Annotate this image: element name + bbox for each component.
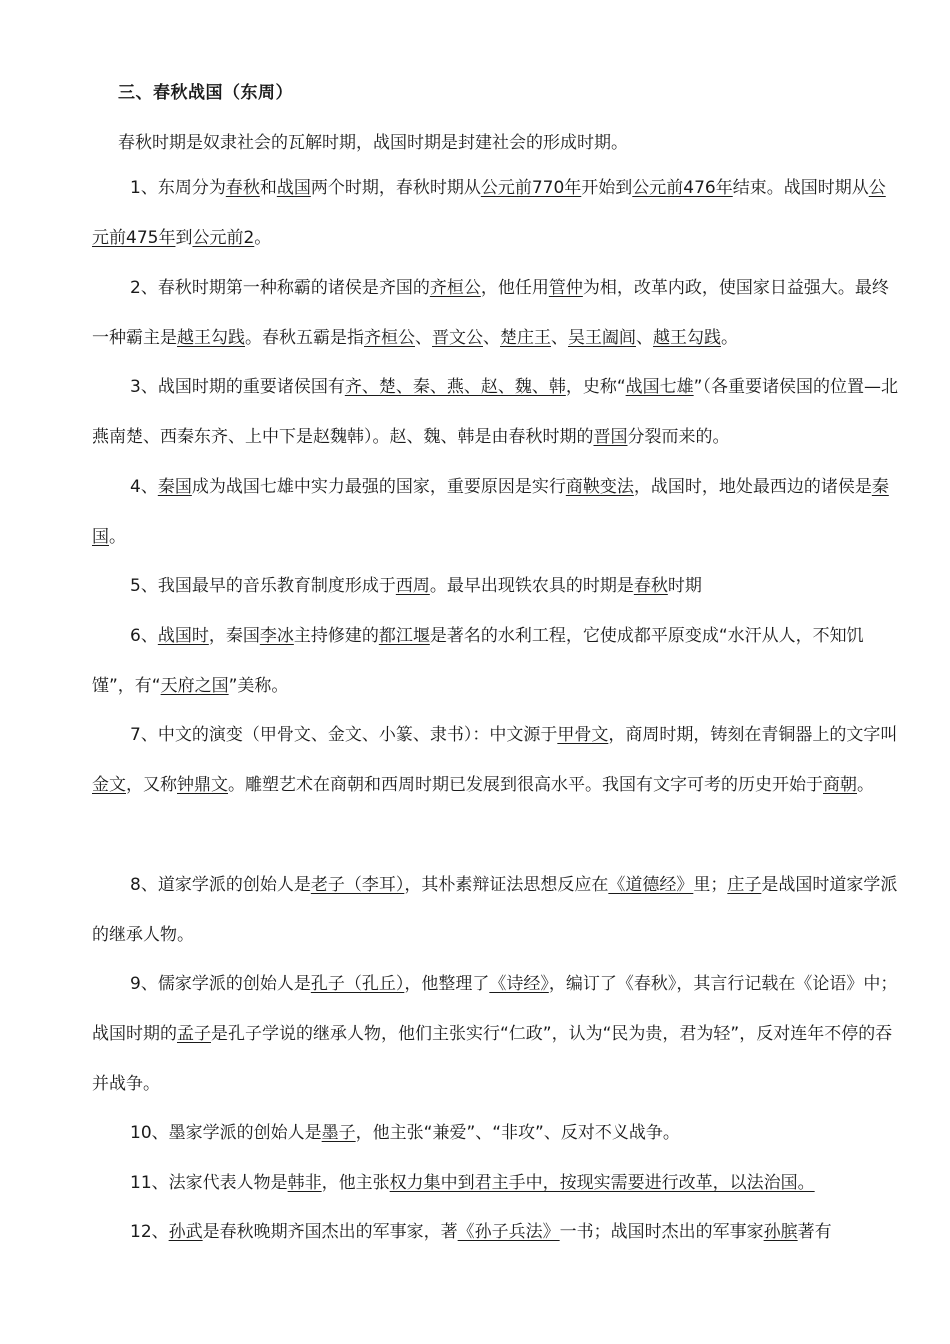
underlined-answer: 公元前2 — [192, 228, 255, 248]
underlined-answer: 晋文公 — [432, 328, 483, 348]
underlined-answer: 天府之国 — [160, 676, 229, 696]
text-run: 、 — [415, 328, 432, 348]
text-run: ，他任用 — [480, 278, 549, 298]
text-run: ，编订了《春秋》，其言行记载在《论语》中；战国时期的 — [92, 974, 898, 1044]
underlined-answer: 庄子 — [727, 875, 762, 895]
item-1 — [92, 163, 902, 263]
underlined-answer: 公元前770年 — [480, 178, 582, 198]
underlined-answer: 晋国 — [593, 427, 628, 447]
text-run: 。 — [721, 328, 738, 348]
text-run: 12、 — [130, 1222, 169, 1242]
underlined-answer: 甲骨文 — [557, 725, 609, 745]
item-12 — [92, 1207, 902, 1257]
underlined-answer: 越王勾践 — [653, 328, 721, 348]
text-run: ，其朴素辩证法思想反应在 — [404, 875, 609, 895]
text-run: 。 — [109, 527, 126, 547]
text-run: 10、墨家学派的创始人是 — [130, 1123, 322, 1143]
text-run: 3、战国时期的重要诸侯国有 — [130, 377, 345, 397]
underlined-answer: 秦国 — [92, 477, 889, 547]
underlined-answer: 孔子（孔丘） — [310, 974, 405, 994]
item-5 — [92, 561, 902, 611]
text-run: 两个时期，春秋时期从 — [310, 178, 481, 198]
text-run: 4、 — [130, 477, 158, 497]
text-run: 。春秋五霸是指 — [245, 328, 364, 348]
text-run: 成为战国七雄中实力最强的国家，重要原因是实行 — [191, 477, 566, 497]
underlined-answer: 老子（李耳） — [310, 875, 405, 895]
text-run: ，史称“ — [565, 377, 626, 397]
text-run: 。最早出现铁农具的时期是 — [429, 576, 634, 596]
text-run: 是孔子学说的继承人物，他们主张实行“仁政”，认为“民为贵，君为轻”，反对连年不停的吞并战争。 — [92, 1024, 893, 1094]
item-10 — [92, 1108, 902, 1158]
underlined-answer: 秦国 — [157, 477, 192, 497]
text-run: 、 — [636, 328, 653, 348]
underlined-answer: 齐桓公 — [429, 278, 481, 298]
text-run: 7、中文的演变（甲骨文、金文、小篆、隶书）：中文源于 — [130, 725, 558, 745]
underlined-answer: 春秋 — [633, 576, 668, 596]
underlined-answer: 战国时 — [157, 626, 209, 646]
text-run: ”美称。 — [228, 676, 289, 696]
underlined-answer: 墨子 — [321, 1123, 356, 1143]
text-run: 。雕塑艺术在商朝和西周时期已发展到很高水平。我国有文字可考的历史开始于 — [228, 775, 823, 795]
text-run: 、 — [551, 328, 568, 348]
underlined-answer: 权力集中到君主手中，按现实需要进行改革，以法治国。 — [389, 1173, 815, 1193]
text-run: ，秦国 — [208, 626, 260, 646]
text-run: 著有 — [797, 1222, 832, 1242]
text-run: 分裂而来的。 — [627, 427, 730, 447]
section-heading: 三、春秋战国（东周） — [118, 83, 293, 103]
underlined-answer: 孟子 — [177, 1024, 211, 1044]
text-run: 9、儒家学派的创始人是 — [130, 974, 311, 994]
underlined-answer: 管仲 — [548, 278, 583, 298]
text-run: 。 — [857, 775, 874, 795]
item-3 — [92, 362, 902, 462]
text-run: ，他主张 — [321, 1173, 390, 1193]
underlined-answer: 《诗经》 — [489, 974, 549, 994]
text-run: 开始到 — [581, 178, 633, 198]
underlined-answer: 齐桓公 — [364, 328, 415, 348]
underlined-answer: 楚庄王 — [500, 328, 551, 348]
underlined-answer: 公元前475年 — [92, 178, 886, 248]
underlined-answer: 越王勾践 — [177, 328, 245, 348]
underlined-answer: 《道德经》 — [608, 875, 694, 895]
text-run: 结束。战国时期从 — [732, 178, 869, 198]
underlined-answer: 李冰 — [259, 626, 294, 646]
text-run: 是春秋晚期齐国杰出的军事家，著 — [202, 1222, 458, 1242]
text-run: ”（各重要诸侯国的位置—北燕南楚、西秦东齐、上中下是赵魏韩）。赵、魏、韩是由春秋时期的 — [92, 377, 898, 447]
underlined-answer: 孙武 — [168, 1222, 203, 1242]
text-run: 1、东周分为 — [130, 178, 226, 198]
text-run: ，战国时，地处最西边的诸侯是 — [633, 477, 872, 497]
item-2 — [92, 263, 902, 363]
text-run: 。 — [254, 228, 272, 248]
underlined-answer: 吴王阖闾 — [568, 328, 636, 348]
underlined-answer: 孙膑 — [763, 1222, 798, 1242]
underlined-answer: 公元前476年 — [632, 178, 733, 198]
underlined-answer: 齐、楚、秦、燕、赵、魏、韩 — [344, 377, 566, 397]
item-9 — [92, 959, 902, 1109]
text-run: ，他整理了 — [404, 974, 490, 994]
text-run: 时期 — [667, 576, 702, 596]
text-run: 5、我国最早的音乐教育制度形成于 — [130, 576, 396, 596]
text-run: 到 — [175, 228, 193, 248]
text-run: 8、道家学派的创始人是 — [130, 875, 311, 895]
item-6 — [92, 611, 902, 711]
item-4 — [92, 462, 902, 562]
underlined-answer: 金文 — [92, 775, 126, 795]
item-8 — [92, 860, 902, 960]
underlined-answer: 西周 — [395, 576, 430, 596]
text-run: ，又称 — [126, 775, 177, 795]
underlined-answer: 战国 — [276, 178, 311, 198]
underlined-answer: 春秋 — [225, 178, 260, 198]
text-run: 是著名的水利工程，它使成都平原变成“水汗从人，不知饥馑”，有“ — [92, 626, 864, 696]
text-run: 和 — [259, 178, 277, 198]
text-run: 是战国时道家学派的继承人物。 — [92, 875, 898, 945]
text-run: 为相，改革内政，使国家日益强大。最终一种霸主是 — [92, 278, 889, 348]
item-11 — [92, 1158, 902, 1208]
text-run: 11、法家代表人物是 — [130, 1173, 288, 1193]
text-run: ，他主张“兼爱”、“非攻”、反对不义战争。 — [355, 1123, 680, 1143]
item-7 — [92, 710, 902, 810]
text-run: 2、春秋时期第一种称霸的诸侯是齐国的 — [130, 278, 430, 298]
underlined-answer: 战国七雄 — [625, 377, 694, 397]
text-run: ，商周时期，铸刻在青铜器上的文字叫 — [608, 725, 898, 745]
underlined-answer: 《孙子兵法》 — [457, 1222, 560, 1242]
underlined-answer: 都江堰 — [378, 626, 430, 646]
text-run: 主持修建的 — [293, 626, 379, 646]
underlined-answer: 韩非 — [287, 1173, 322, 1193]
text-run: 里； — [693, 875, 728, 895]
underlined-answer: 商朝 — [823, 775, 857, 795]
text-run: 6、 — [130, 626, 158, 646]
underlined-answer: 商鞅变法 — [565, 477, 634, 497]
intro-paragraph: 春秋时期是奴隶社会的瓦解时期，战国时期是封建社会的形成时期。 — [118, 133, 628, 153]
text-run: 、 — [483, 328, 500, 348]
text-run: 一书；战国时杰出的军事家 — [559, 1222, 764, 1242]
underlined-answer: 钟鼎文 — [177, 775, 228, 795]
